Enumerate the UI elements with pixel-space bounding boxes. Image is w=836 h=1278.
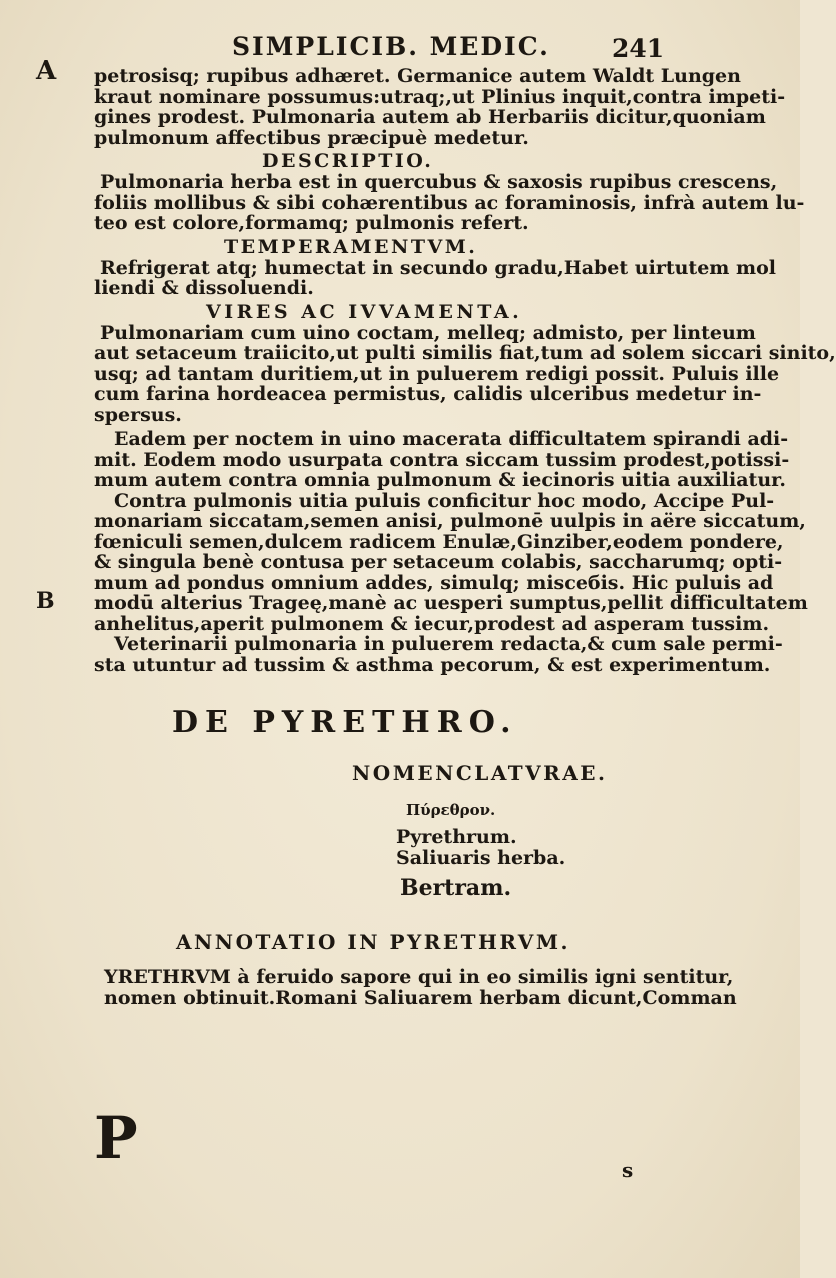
text-line: YRETHRVM à feruido sapore qui in eo similis igni sentitur, xyxy=(104,966,734,988)
text-line: modū alterius Trageę,manè ac uesperi sumptus,pellit difficultatem xyxy=(94,592,808,614)
text-line: Refrigerat atq; humectat in secundo gradu,Habet uirtutem mol xyxy=(100,256,776,279)
text-line: kraut nominare possumus:utraq;,ut Plinius inquit,contra impeti- xyxy=(94,85,786,108)
text-line: mum ad pondus omnium addes, simulq; misceбis. Hic puluis ad xyxy=(94,571,774,594)
margin-letter-b: B xyxy=(36,588,55,614)
section-heading-descriptio: DESCRIPTIO. xyxy=(262,150,434,172)
text-line: nomen obtinuit.Romani Saliuarem herbam dicunt,Comman xyxy=(104,986,737,1009)
text-line: & singula benè contusa per setaceum colabis, saccharumq; opti- xyxy=(94,551,783,573)
latin-name-pyrethrum: Pyrethrum. xyxy=(396,826,517,848)
text-line: Pulmonariam cum uino coctam, melleq; admisto, per linteum xyxy=(100,321,756,344)
text-line: fœniculi semen,dulcem radicem Enulæ,Ginziber,eodem pondere, xyxy=(94,530,784,553)
text-line: foliis mollibus & sibi cohærentibus ac foraminosis, infrà autem lu- xyxy=(94,191,805,214)
text-line: liendi & dissoluendi. xyxy=(94,277,314,299)
latin-name-saliuaris: Saliuaris herba. xyxy=(396,847,566,869)
page-number: 241 xyxy=(612,34,665,63)
text-line: usq; ad tantam duritiem,ut in puluerem redigi possit. Puluis ille xyxy=(94,362,780,385)
text-line: pulmonum affectibus præcipuè medetur. xyxy=(94,126,529,149)
text-line: cum farina hordeacea permistus, calidis ulceribus medetur in- xyxy=(94,383,762,405)
section-heading-temperamentum: TEMPERAMENTVM. xyxy=(224,235,478,258)
section-heading-annotatio: ANNOTATIO IN PYRETHRVM. xyxy=(176,930,570,954)
section-heading-nomenclaturae: NOMENCLATVRAE. xyxy=(352,761,608,785)
section-heading-vires: VIRES AC IVVAMENTA. xyxy=(206,300,523,323)
text-line: Veterinarii pulmonaria in puluerem redacta,& cum sale permi- xyxy=(114,633,783,655)
page-header xyxy=(0,30,800,66)
text-body xyxy=(94,65,836,1009)
text-line: spersus. xyxy=(94,403,182,426)
text-line: mum autem contra omnia pulmonum & iecinoris uitia auxiliatur. xyxy=(94,469,787,491)
text-line: teo est colore,formamq; pulmonis refert. xyxy=(94,212,529,234)
text-line: gines prodest. Pulmonaria autem ab Herbariis dicitur,quoniam xyxy=(94,106,766,128)
catchword: s xyxy=(622,1158,634,1182)
text-line: aut setaceum traiicito,ut pulti similis fiat,tum ad solem siccari sinito, xyxy=(94,342,836,364)
text-line: monariam siccatam,semen anisi, pulmonē uulpis in aëre siccatum, xyxy=(94,510,806,532)
running-title: SIMPLICIB. MEDIC. xyxy=(232,32,550,61)
text-line: anhelitus,aperit pulmonem & iecur,prodest ad asperam tussim. xyxy=(94,612,770,635)
text-line: Contra pulmonis uitia puluis conficitur hoc modo, Accipe Pul- xyxy=(114,489,775,512)
text-line: petrosisq; rupibus adhæret. Germanice autem Waldt Lungen xyxy=(94,65,741,87)
text-line: Eadem per noctem in uino macerata difficultatem spirandi adi- xyxy=(114,428,789,450)
text-line: sta utuntur ad tussim & asthma pecorum, & est experimentum. xyxy=(94,653,771,676)
text-line: Pulmonaria herba est in quercubus & saxosis rupibus crescens, xyxy=(100,171,778,193)
drop-capital: P xyxy=(94,1104,138,1172)
chapter-title: DE PYRETHRO. xyxy=(172,705,518,740)
german-name: Bertram. xyxy=(400,875,512,901)
greek-name: Πύρεθρον. xyxy=(406,801,496,819)
text-line: mit. Eodem modo usurpata contra siccam tussim prodest,potissi- xyxy=(94,448,790,471)
margin-letter-a: A xyxy=(36,56,57,86)
